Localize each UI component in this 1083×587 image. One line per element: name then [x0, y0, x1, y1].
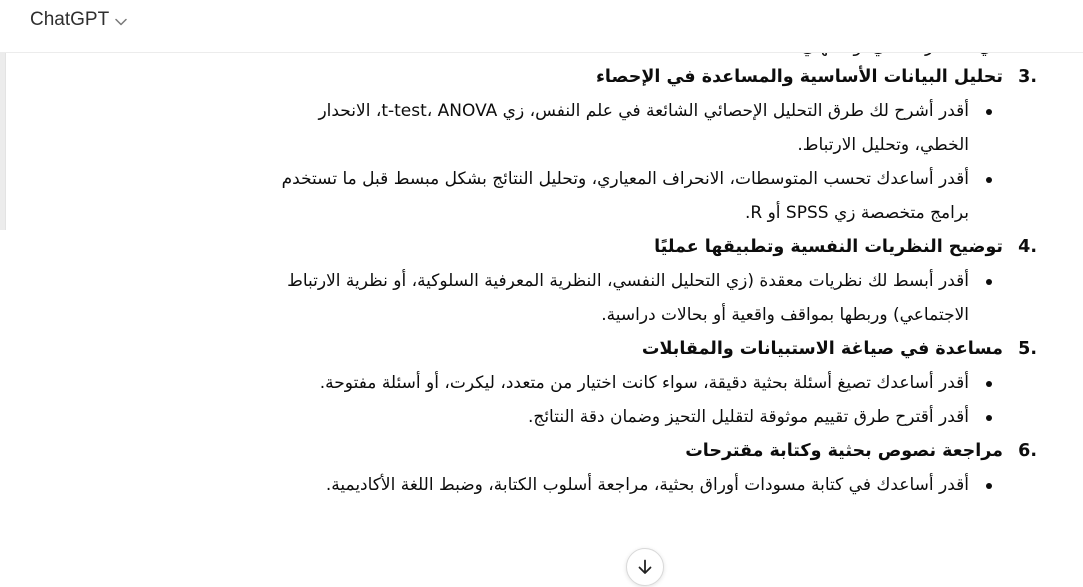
list-item: أقدر أشرح لك طرق التحليل الإحصائي الشائعة في علم النفس، زي t-test، ANOVA، الانحدار الخطي، وتحليل الارتباط. [277, 94, 1003, 162]
top-bar [0, 0, 1083, 53]
list-item: أقدر أساعدك في كتابة مسودات أوراق بحثية، مراجعة أسلوب الكتابة، وضبط اللغة الأكاديمية. [277, 468, 1003, 502]
section-heading [277, 332, 1037, 366]
bullet-list [277, 94, 1003, 230]
section-heading [277, 230, 1037, 264]
bullet-dot [986, 415, 992, 421]
list-section-4 [277, 230, 1037, 332]
list-section-3 [277, 60, 1037, 230]
model-name: ChatGPT [30, 9, 110, 30]
section-title: مراجعة نصوص بحثية وكتابة مقترحات [685, 441, 1003, 461]
section-heading [277, 434, 1037, 468]
bullet-list [277, 264, 1003, 332]
section-number: 6. [1018, 441, 1037, 461]
section-title: توضيح النظريات النفسية وتطبيقها عمليًا [654, 237, 1003, 257]
arrow-down-icon [636, 558, 654, 576]
list-item: أقدر أبسط لك نظريات معقدة (زي التحليل النفسي، النظرية المعرفية السلوكية، أو نظرية الارتباط الاجتماعي) وربطها بمواقف واقعية أو بحالات دراسية. [277, 264, 1003, 332]
bullet-dot [986, 279, 992, 285]
scroll-to-bottom-button[interactable] [626, 548, 664, 586]
model-switcher-button[interactable] [30, 9, 127, 31]
list-section-6 [277, 434, 1037, 502]
section-title: مساعدة في صياغة الاستبيانات والمقابلات [641, 339, 1003, 359]
bullet-list [277, 366, 1003, 434]
list-item: أقدر أساعدك تصيغ أسئلة بحثية دقيقة، سواء كانت اختيار من متعدد، ليكرت، أو أسئلة مفتوحة. [277, 366, 1003, 400]
section-number: 3. [1018, 67, 1037, 87]
section-heading [277, 60, 1037, 94]
bullet-dot [986, 381, 992, 387]
bullet-list [277, 468, 1003, 502]
list-section-5 [277, 332, 1037, 434]
list-item: أقدر أقترح طرق تقييم موثوقة لتقليل التحيز وضمان دقة النتائج. [277, 400, 1003, 434]
section-title: تحليل البيانات الأساسية والمساعدة في الإحصاء [595, 67, 1003, 87]
bullet-dot [986, 177, 992, 183]
assistant-message [277, 34, 1037, 502]
list-item: أقدر أساعدك تحسب المتوسطات، الانحراف المعياري، وتحليل النتائج بشكل مبسط قبل ما تستخدم برامج متخصصة زي SPSS أو R. [277, 162, 1003, 230]
bullet-dot [986, 109, 992, 115]
message-scroll-area[interactable] [0, 34, 1083, 587]
bullet-dot [986, 483, 992, 489]
section-number: 4. [1018, 237, 1037, 257]
section-number: 5. [1018, 339, 1037, 359]
chevron-down-icon [115, 18, 127, 26]
